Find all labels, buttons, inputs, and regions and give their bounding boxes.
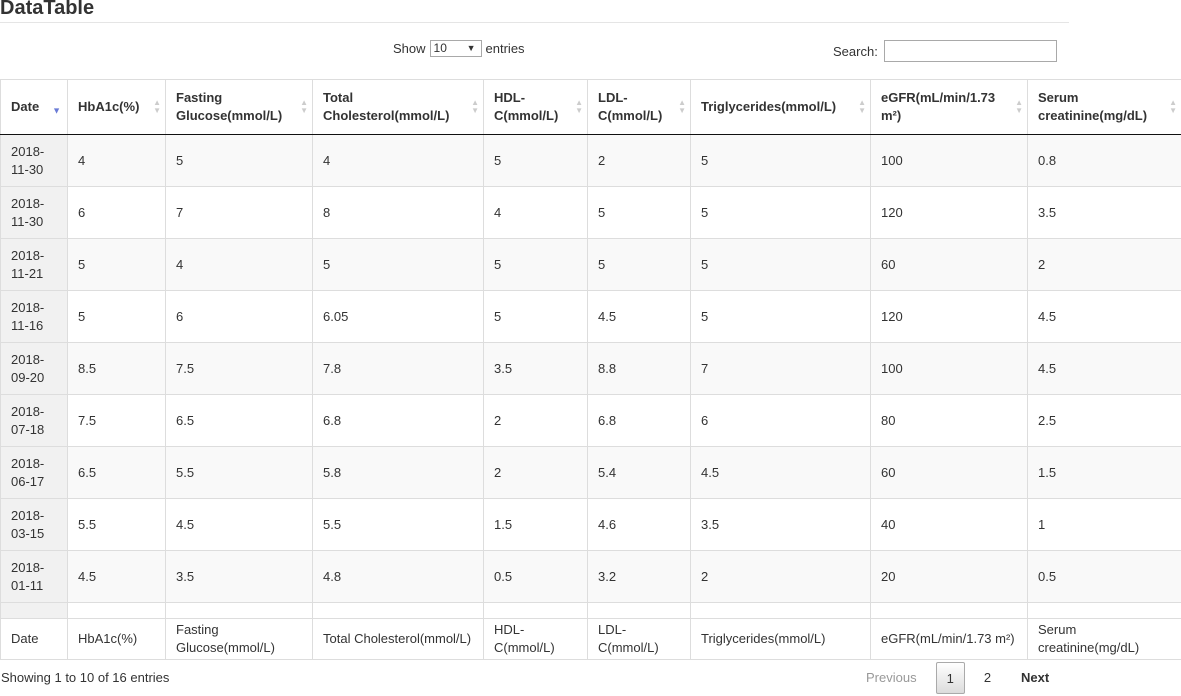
table-cell: 5.5 (313, 499, 484, 551)
table-cell: 120 (871, 187, 1028, 239)
table-cell: 2 (691, 551, 871, 603)
column-footer-hdl-c: HDL-C(mmol/L) (484, 619, 588, 660)
table-cell: 5.8 (313, 447, 484, 499)
entries-select[interactable] (430, 40, 482, 57)
table-cell: 4.5 (166, 499, 313, 551)
table-cell (1, 603, 68, 619)
column-header-date[interactable]: Date ▼ (1, 80, 68, 135)
search-label: Search: (833, 43, 878, 59)
table-cell: 120 (871, 291, 1028, 343)
table-cell: 2018-06-17 (1, 447, 68, 499)
sort-desc-icon: ▼ (52, 105, 61, 116)
table-cell: 4.5 (588, 291, 691, 343)
table-cell: 5 (68, 239, 166, 291)
table-cell: 60 (871, 239, 1028, 291)
table-cell: 1.5 (484, 499, 588, 551)
table-cell (484, 603, 588, 619)
table-cell: 5.4 (588, 447, 691, 499)
table-row (1, 291, 1181, 343)
table-cell: 3.5 (691, 499, 871, 551)
data-table (0, 79, 1181, 660)
table-row (1, 187, 1181, 239)
table-cell: 6.8 (313, 395, 484, 447)
table-row-partial (1, 603, 1181, 619)
table-cell (68, 603, 166, 619)
table-cell: 5 (588, 187, 691, 239)
table-cell: 3.2 (588, 551, 691, 603)
table-cell: 4.8 (313, 551, 484, 603)
table-cell: 7 (166, 187, 313, 239)
table-cell: 2 (484, 447, 588, 499)
table-cell: 2018-01-11 (1, 551, 68, 603)
table-cell: 6.05 (313, 291, 484, 343)
table-cell (166, 603, 313, 619)
table-cell: 2 (484, 395, 588, 447)
table-row (1, 551, 1181, 603)
table-cell: 80 (871, 395, 1028, 447)
table-cell: 5 (166, 135, 313, 187)
column-footer-egfr: eGFR(mL/min/1.73 m²) (871, 619, 1028, 660)
table-cell: 2 (1028, 239, 1181, 291)
table-info: Showing 1 to 10 of 16 entries (1, 670, 170, 685)
page-button-1[interactable]: 1 (936, 662, 965, 694)
column-header-hdl-c[interactable]: HDL-C(mmol/L) ▲ ▼ (484, 80, 588, 135)
length-label-before: Show (393, 41, 426, 56)
table-cell: 6.5 (166, 395, 313, 447)
column-footer-ldl-c: LDL-C(mmol/L) (588, 619, 691, 660)
column-header-triglycerides[interactable]: Triglycerides(mmol/L) ▲ ▼ (691, 80, 871, 135)
table-cell: 4 (166, 239, 313, 291)
table-cell: 2018-11-30 (1, 187, 68, 239)
table-row (1, 239, 1181, 291)
table-cell: 2018-09-20 (1, 343, 68, 395)
table-cell: 6.8 (588, 395, 691, 447)
table-cell: 100 (871, 135, 1028, 187)
pagination (855, 662, 1060, 694)
table-row (1, 343, 1181, 395)
table-row (1, 499, 1181, 551)
length-label-after: entries (485, 41, 525, 56)
table-cell: 2018-03-15 (1, 499, 68, 551)
table-cell: 0.5 (1028, 551, 1181, 603)
table-cell: 6 (68, 187, 166, 239)
entries-select-value: 10 (433, 41, 447, 55)
column-header-hba1c[interactable]: HbA1c(%) ▲ ▼ (68, 80, 166, 135)
column-header-egfr[interactable]: eGFR(mL/min/1.73 m²) ▲ ▼ (871, 80, 1028, 135)
table-cell: 4.5 (1028, 291, 1181, 343)
table-cell: 5 (313, 239, 484, 291)
table-cell: 60 (871, 447, 1028, 499)
column-footer-fasting-glucose: Fasting Glucose(mmol/L) (166, 619, 313, 660)
table-cell: 7.5 (68, 395, 166, 447)
table-cell: 4.5 (691, 447, 871, 499)
table-cell: 5 (691, 239, 871, 291)
table-cell: 1 (1028, 499, 1181, 551)
table-cell: 3.5 (166, 551, 313, 603)
column-footer-serum-creatinine: Serum creatinine(mg/dL) (1028, 619, 1181, 660)
column-header-total-cholesterol[interactable]: Total Cholesterol(mmol/L) ▲ ▼ (313, 80, 484, 135)
table-cell (871, 603, 1028, 619)
column-header-fasting-glucose[interactable]: Fasting Glucose(mmol/L) ▲ ▼ (166, 80, 313, 135)
length-control (393, 40, 525, 57)
table-cell: 4 (68, 135, 166, 187)
column-header-serum-creatinine[interactable]: Serum creatinine(mg/dL) ▲ ▼ (1028, 80, 1181, 135)
column-footer-total-cholesterol: Total Cholesterol(mmol/L) (313, 619, 484, 660)
table-cell: 5 (691, 187, 871, 239)
column-footer-triglycerides: Triglycerides(mmol/L) (691, 619, 871, 660)
table-cell: 5 (484, 291, 588, 343)
table-cell: 2018-07-18 (1, 395, 68, 447)
table-cell: 5 (68, 291, 166, 343)
table-cell (691, 603, 871, 619)
table-cell: 20 (871, 551, 1028, 603)
table-cell: 5 (484, 135, 588, 187)
footer-row (1, 619, 1181, 660)
search-control (833, 40, 1057, 62)
sort-both-icon: ▲ ▼ (575, 98, 583, 115)
table-cell: 0.8 (1028, 135, 1181, 187)
table-cell: 4.5 (68, 551, 166, 603)
table-cell (313, 603, 484, 619)
table-cell: 6.5 (68, 447, 166, 499)
table-cell: 5.5 (68, 499, 166, 551)
table-cell: 5.5 (166, 447, 313, 499)
search-input[interactable] (884, 40, 1057, 62)
table-cell: 100 (871, 343, 1028, 395)
column-footer-hba1c: HbA1c(%) (68, 619, 166, 660)
table-cell: 0.5 (484, 551, 588, 603)
table-cell: 6 (691, 395, 871, 447)
table-cell: 40 (871, 499, 1028, 551)
table-cell: 2.5 (1028, 395, 1181, 447)
sort-both-icon: ▲ ▼ (471, 98, 479, 115)
column-footer-date: Date (1, 619, 68, 660)
table-cell: 2018-11-30 (1, 135, 68, 187)
table-cell: 1.5 (1028, 447, 1181, 499)
table-cell (1028, 603, 1181, 619)
title-divider (0, 22, 1069, 23)
table-cell (588, 603, 691, 619)
table-row (1, 395, 1181, 447)
table-cell: 4 (313, 135, 484, 187)
table-cell: 3.5 (1028, 187, 1181, 239)
table-row (1, 135, 1181, 187)
table-cell: 2 (588, 135, 691, 187)
table-cell: 8.8 (588, 343, 691, 395)
table-cell: 4.6 (588, 499, 691, 551)
sort-both-icon: ▲ ▼ (678, 98, 686, 115)
table-cell: 4.5 (1028, 343, 1181, 395)
table-cell: 6 (166, 291, 313, 343)
page-button-2[interactable]: 2 (983, 670, 992, 685)
sort-both-icon: ▲ ▼ (1015, 98, 1023, 115)
table-cell: 3.5 (484, 343, 588, 395)
sort-both-icon: ▲ ▼ (153, 98, 161, 115)
table-cell: 7.8 (313, 343, 484, 395)
column-header-ldl-c[interactable]: LDL-C(mmol/L) ▲ ▼ (588, 80, 691, 135)
table-row (1, 447, 1181, 499)
table-cell: 5 (691, 291, 871, 343)
table-cell: 7.5 (166, 343, 313, 395)
table-cell: 2018-11-21 (1, 239, 68, 291)
page-title: DataTable (0, 0, 95, 19)
table-cell: 2018-11-16 (1, 291, 68, 343)
sort-both-icon: ▲ ▼ (300, 98, 308, 115)
table-cell: 5 (588, 239, 691, 291)
table-cell: 7 (691, 343, 871, 395)
header-row (1, 80, 1181, 135)
table-cell: 8 (313, 187, 484, 239)
table-cell: 5 (691, 135, 871, 187)
table-cell: 8.5 (68, 343, 166, 395)
sort-both-icon: ▲ ▼ (858, 98, 866, 115)
previous-button[interactable]: Previous (866, 670, 917, 685)
table-cell: 4 (484, 187, 588, 239)
dropdown-arrow-icon: ▼ (466, 43, 476, 53)
sort-both-icon: ▲ ▼ (1169, 98, 1177, 115)
next-button[interactable]: Next (1021, 670, 1050, 685)
table-cell: 5 (484, 239, 588, 291)
